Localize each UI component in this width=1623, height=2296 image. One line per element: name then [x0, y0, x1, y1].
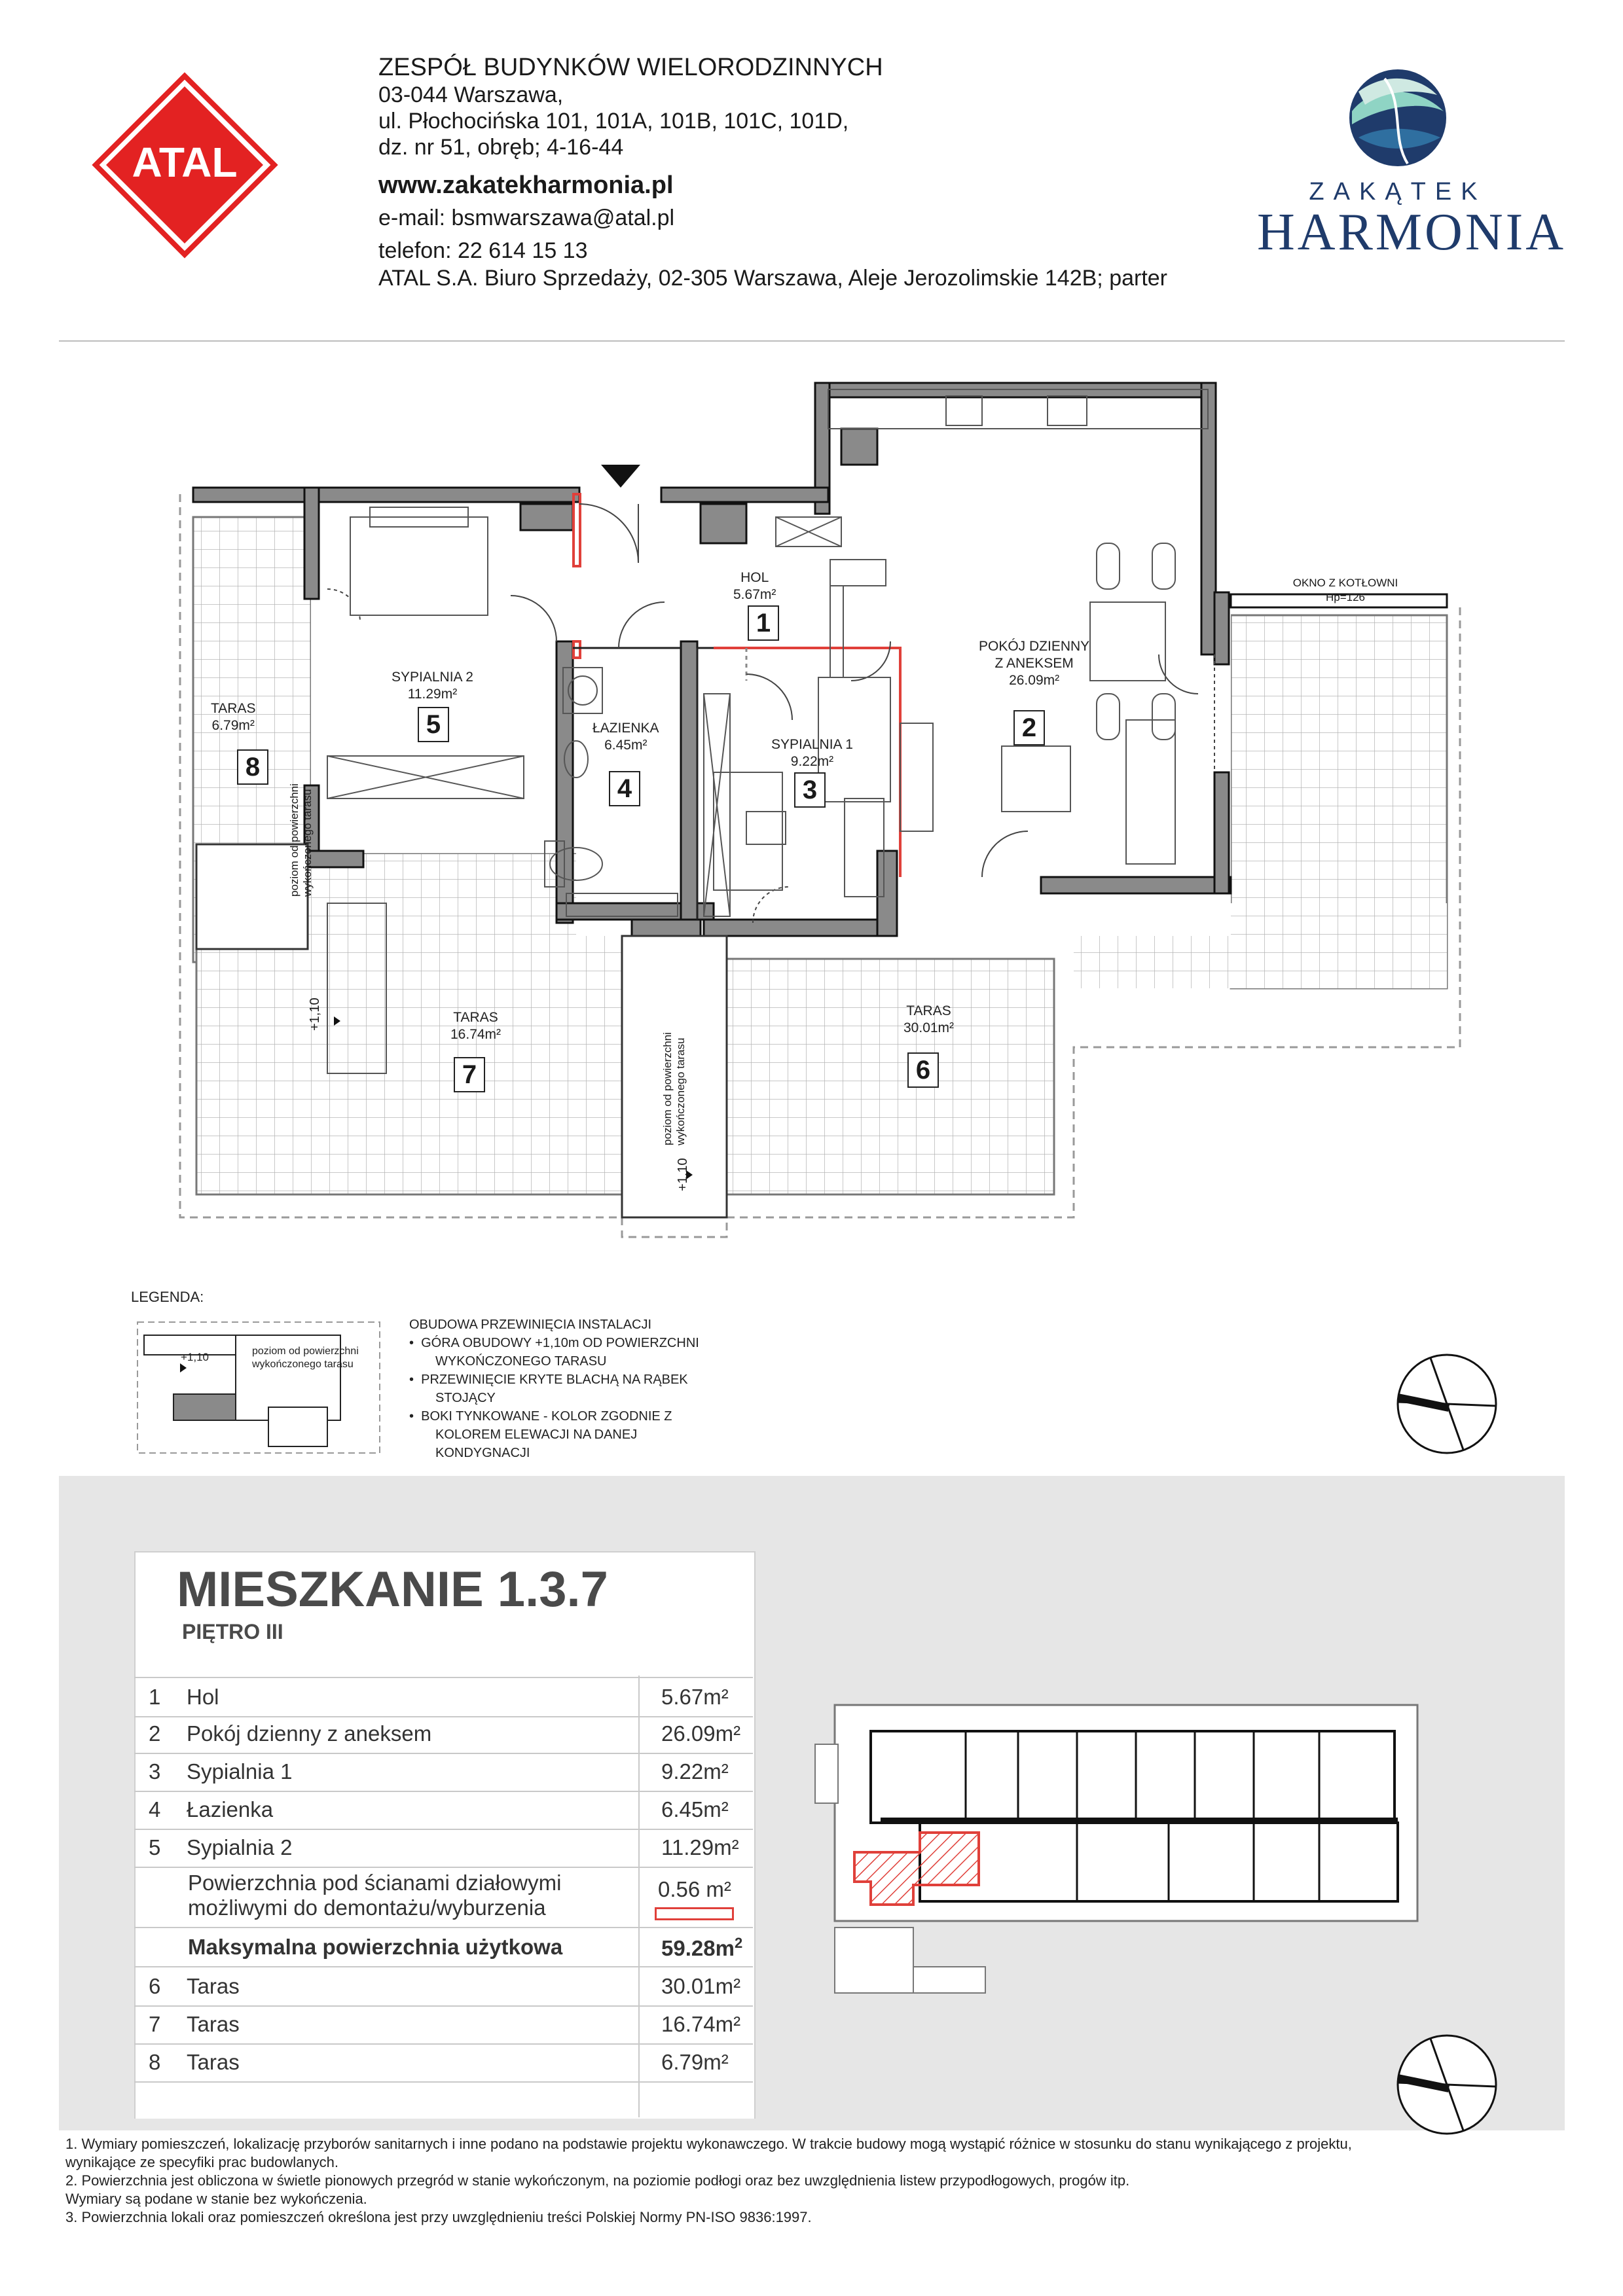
phone-number: telefon: 22 614 15 13	[378, 238, 588, 263]
table-row: 7 Taras 16.74m²	[134, 2005, 753, 2045]
room-6-label: TARAS 30.01m²	[903, 1003, 955, 1035]
header-line-3: ul. Płochocińska 101, 101A, 101B, 101C, 101D,	[378, 109, 849, 134]
table-row: 1 Hol 5.67m²	[134, 1677, 753, 1717]
legend-level-value: +1,10	[181, 1351, 210, 1363]
footnote-2: 2. Powierzchnia jest obliczona w świetle pionowych przegród w stanie wykończonym, na poziomie podłogi oraz bez uwzględnienia listew przypodłogowych, progów itp. Wymiary są podane w stanie bez wykończenia.	[65, 2172, 1130, 2207]
table-row: 3 Sypialnia 1 9.22m²	[134, 1753, 753, 1792]
room-8-label: TARAS 6.79m²	[211, 701, 256, 733]
table-row-walls: Powierzchnia pod ścianami działowymi możliwymi do demontażu/wyburzenia 0.56 m²	[134, 1867, 753, 1928]
harmonia-logo-mark	[1345, 65, 1450, 170]
legend-sample	[131, 1309, 386, 1460]
email-link[interactable]: e-mail: bsmwarszawa@atal.pl	[378, 206, 675, 230]
apartment-title: MIESZKANIE 1.3.7	[177, 1562, 608, 1617]
compass-bottom	[1391, 2029, 1503, 2140]
terrace-7-level-note: poziom od powierzchni wykończonego tarasu	[288, 783, 314, 897]
table-row: 4 Łazienka 6.45m²	[134, 1791, 753, 1830]
room-8-number: 8	[237, 749, 268, 785]
entrance-marker	[601, 465, 640, 488]
room-3-number: 3	[794, 772, 826, 808]
table-row: 5 Sypialnia 2 11.29m²	[134, 1829, 753, 1868]
room-2-number: 2	[1013, 710, 1045, 745]
atal-logo-text: ATAL	[132, 139, 238, 186]
table-row: 8 Taras 6.79m²	[134, 2043, 753, 2083]
atal-logo	[92, 72, 278, 259]
compass-top	[1391, 1348, 1503, 1460]
floor-plan	[0, 367, 1623, 1263]
legend-bullet-1: • GÓRA OBUDOWY +1,10m OD POWIERZCHNI WYKOŃCZONEGO TARASU	[409, 1336, 699, 1369]
legend-bullet-3: • BOKI TYNKOWANE - KOLOR ZGODNIE Z KOLOREM ELEWACJI NA DANEJ KONDYGNACJI	[409, 1409, 672, 1460]
room-1-label: HOL 5.67m²	[733, 570, 776, 602]
terrace-7-level-value: +1,10	[308, 997, 322, 1031]
room-7-number: 7	[454, 1057, 485, 1092]
building-key-plan	[802, 1685, 1437, 2019]
website-link[interactable]: www.zakatekharmonia.pl	[378, 171, 674, 199]
boiler-window-label: OKNO Z KOTŁOWNI Hp=126	[1292, 577, 1398, 603]
room-3-label: SYPIALNIA 1 9.22m²	[771, 737, 853, 769]
header-line-4: dz. nr 51, obręb; 4-16-44	[378, 135, 624, 160]
harmonia-logo-bottom: HARMONIA	[1257, 204, 1566, 261]
apartment-floor: PIĘTRO III	[182, 1620, 283, 1643]
room-5-label: SYPIALNIA 2 11.29m²	[392, 670, 473, 702]
room-4-label: ŁAZIENKA 6.45m²	[593, 721, 659, 753]
table-row: 2 Pokój dzienny z aneksem 26.09m²	[134, 1715, 753, 1754]
legend-title: LEGENDA:	[131, 1289, 204, 1305]
terrace-6-level-value: +1,10	[676, 1158, 690, 1191]
room-4-number: 4	[609, 771, 640, 806]
table-row-max-area: Maksymalna powierzchnia użytkowa $59.28m^2$	[134, 1928, 753, 1967]
legend-bullet-2: • PRZEWINIĘCIE KRYTE BLACHĄ NA RĄBEK STOJĄCY	[409, 1372, 688, 1405]
legend-level-note: poziom od powierzchni wykończonego tarasu	[252, 1346, 359, 1370]
room-6-number: 6	[907, 1052, 939, 1088]
sales-office-address: ATAL S.A. Biuro Sprzedaży, 02-305 Warszawa, Aleje Jerozolimskie 142B; parter	[378, 266, 1168, 291]
footnote-1: 1. Wymiary pomieszczeń, lokalizację przyborów sanitarnych i inne podano na podstawie projektu wykonawczego. W trakcie budowy mogą wystąpić różnice w stosunku do stanu wynikającego z projektu, wynikające ze specyfiki prac budowlanych.	[65, 2136, 1352, 2170]
room-5-number: 5	[418, 707, 449, 742]
demolishable-legend-swatch	[655, 1907, 734, 1920]
harmonia-logo-top: ZAKĄTEK	[1309, 178, 1487, 206]
room-1-number: 1	[748, 605, 779, 641]
room-2-label: POKÓJ DZIENNY Z ANEKSEM 26.09m²	[979, 639, 1090, 688]
header-line-1: ZESPÓŁ BUDYNKÓW WIELORODZINNYCH	[378, 54, 883, 81]
legend-heading: OBUDOWA PRZEWINIĘCIA INSTALACJI	[409, 1318, 652, 1332]
header-separator	[59, 340, 1565, 342]
table-row: 6 Taras 30.01m²	[134, 1967, 753, 2007]
header-line-2: 03-044 Warszawa,	[378, 82, 564, 107]
footnote-3: 3. Powierzchnia lokali oraz pomieszczeń określona jest przy uwzględnieniu treści Polskiej Normy PN-ISO 9836:1997.	[65, 2209, 812, 2225]
terrace-6-level-note: poziom od powierzchni wykończonego tarasu	[661, 1032, 687, 1145]
room-7-label: TARAS 16.74m²	[450, 1010, 501, 1042]
